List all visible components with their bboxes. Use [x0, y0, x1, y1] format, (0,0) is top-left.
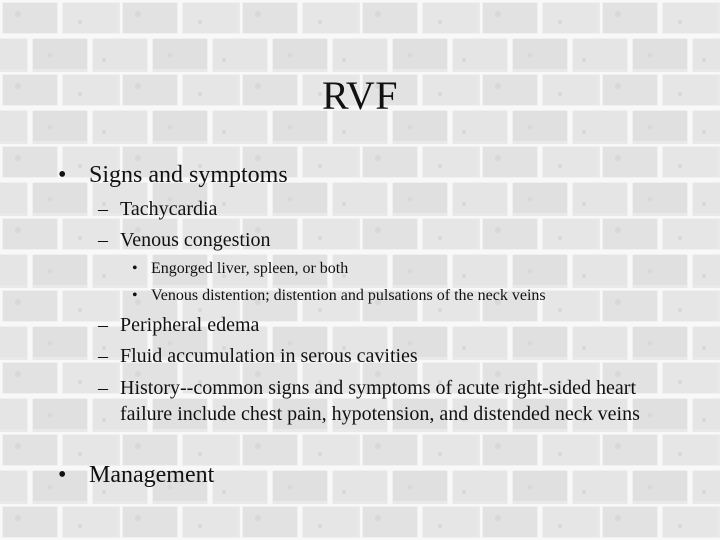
sub-item-text: Fluid accumulation in serous cavities: [120, 345, 418, 367]
bullet-icon: •: [58, 462, 67, 488]
slide-title: RVF: [321, 73, 399, 118]
sub-item-tachycardia: [98, 196, 658, 222]
sub-item-text: Peripheral edema: [120, 314, 260, 336]
sub-item-text: History--common signs and symptoms of acute right-sided heart failure include chest pain, hypotension, and distended neck veins: [120, 377, 640, 425]
dash-icon: –: [98, 345, 108, 367]
sub-item-peripheral-edema: [98, 312, 658, 338]
sub-item-text: Tachycardia: [120, 198, 218, 220]
bullet-text: Management: [89, 462, 215, 488]
dash-icon: –: [98, 377, 108, 399]
bullet-icon: •: [58, 162, 67, 188]
sub-sub-item-text: Engorged liver, spleen, or both: [151, 260, 349, 277]
sub-item-fluid-accumulation: [98, 343, 658, 369]
sub-item-text: Venous congestion: [120, 229, 271, 251]
bullet-text: Signs and symptoms: [89, 162, 288, 188]
sub-item-venous-congestion: [98, 227, 658, 253]
dash-icon: –: [98, 198, 108, 220]
sub-sub-item-text: Venous distention; distention and pulsations of the neck veins: [151, 287, 546, 304]
dash-icon: –: [98, 229, 108, 251]
bullet-icon: •: [132, 260, 138, 277]
sub-item-history: [98, 375, 658, 427]
bullet-icon: •: [132, 287, 138, 304]
dash-icon: –: [98, 314, 108, 336]
